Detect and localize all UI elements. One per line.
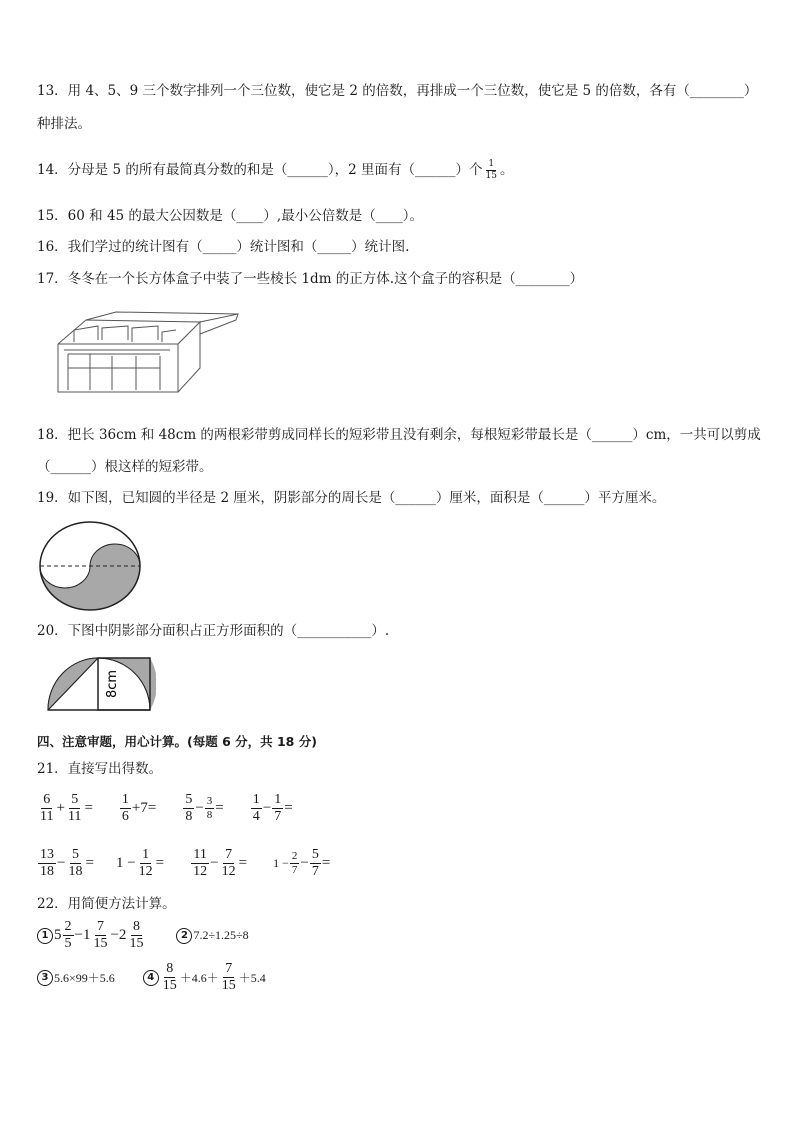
q21-expr-1-2 [119, 793, 156, 824]
q21-expr-1-1 [37, 793, 93, 824]
fraction-denominator: 7 [311, 864, 319, 879]
fraction [127, 920, 145, 951]
q22-row-1 [37, 920, 249, 951]
fraction-numerator: 1 [274, 792, 282, 807]
fraction-denominator: 18 [68, 864, 83, 879]
fraction-denominator: 4 [252, 809, 260, 824]
circled-number: 3 [37, 970, 53, 986]
expression: 5.6×99＋5.6 [54, 971, 115, 985]
fraction-denominator: 11 [40, 809, 54, 824]
operator: − [300, 855, 309, 871]
operator: −2 [110, 927, 127, 943]
equals: = [284, 800, 293, 816]
fraction-1-15 [483, 160, 498, 181]
whole-number: 5 [54, 927, 62, 943]
fraction-numerator: 1 [488, 159, 495, 169]
fraction [205, 796, 215, 821]
question-20: 20．下图中阴影部分面积占正方形面积的（___________）. [37, 623, 390, 639]
fraction-numerator: 2 [64, 919, 72, 934]
fraction-numerator: 1 [121, 792, 129, 807]
q22-problem-4 [143, 962, 266, 993]
operator: − [262, 800, 272, 816]
fraction-numerator: 3 [206, 795, 213, 807]
q21-row-2 [37, 848, 330, 879]
fraction-numerator: 8 [166, 961, 174, 976]
equals: = [85, 855, 94, 871]
q21-expr-2-3 [190, 848, 247, 879]
q21-expr-1-4 [250, 793, 293, 824]
fraction [137, 848, 155, 879]
fraction-denominator: 15 [129, 936, 144, 951]
fraction-denominator: 6 [121, 809, 129, 824]
fraction [191, 848, 209, 879]
fraction [91, 920, 109, 951]
fraction [290, 851, 300, 876]
operator-rest: +7= [131, 800, 157, 816]
question-22-title: 22．用简便方法计算。 [37, 896, 176, 912]
fraction [251, 793, 262, 824]
fraction [183, 793, 194, 824]
q21-expr-2-1 [37, 848, 94, 879]
fraction-denominator: 12 [193, 864, 208, 879]
figure-label-8cm: 8cm [105, 669, 120, 699]
fraction-numerator: 8 [132, 919, 140, 934]
question-17: 17．冬冬在一个长方体盒子中装了一些棱长 1dm 的正方体.这个盒子的容积是（________） [37, 271, 584, 287]
question-21-title: 21．直接写出得数。 [37, 761, 163, 777]
fraction-denominator: 12 [221, 864, 236, 879]
q21-expr-1-3 [182, 793, 223, 824]
equals: = [238, 855, 248, 871]
question-14-end: 。 [499, 162, 514, 178]
operator: − [210, 855, 219, 871]
question-13-line2: 种排法。 [37, 116, 91, 132]
operator: −1 [74, 927, 91, 943]
circled-number: 1 [37, 928, 53, 944]
fraction-denominator: 7 [274, 809, 282, 824]
fraction-denominator: 8 [185, 809, 193, 824]
q21-expr-2-4 [273, 848, 330, 879]
fraction-denominator: 5 [64, 936, 72, 951]
fraction-numerator: 5 [71, 847, 79, 862]
expression: ＋4.6＋ [179, 971, 219, 985]
fraction-denominator: 15 [485, 171, 497, 181]
q21-row-1 [37, 793, 293, 824]
fraction-numerator: 5 [311, 847, 319, 862]
fraction [220, 962, 238, 993]
fraction-numerator: 13 [40, 847, 54, 862]
question-18-line1: 18．把长 36cm 和 48cm 的两根彩带剪成同样长的短彩带且没有剩余，每根短彩带最长是（______）cm，一共可以剪成 [37, 427, 761, 443]
fraction-numerator: 11 [193, 847, 207, 862]
fraction-numerator: 5 [185, 792, 193, 807]
square-semicircle-figure [46, 654, 156, 712]
operator-lead: 1 − [115, 855, 136, 871]
fraction [120, 793, 131, 824]
box-with-cubes-figure [50, 306, 245, 398]
fraction-denominator: 18 [40, 864, 54, 879]
fraction-denominator: 15 [93, 936, 108, 951]
fraction-numerator: 1 [142, 847, 150, 862]
fraction [66, 793, 83, 824]
expression: ＋5.4 [238, 971, 266, 985]
question-13-line1: 13．用 4、5、9 三个数字排列一个三位数，使它是 2 的倍数，再排成一个三位数，使它是 5 的倍数，各有（________） [37, 83, 758, 99]
fraction [63, 920, 74, 951]
fraction-numerator: 2 [291, 850, 298, 862]
fraction [38, 848, 56, 879]
fraction-denominator: 8 [206, 809, 213, 821]
question-14-text: 14．分母是 5 的所有最简真分数的和是（______），2 里面有（______）个 [37, 162, 483, 178]
equals: = [321, 855, 331, 871]
fraction [161, 962, 179, 993]
fraction-numerator: 5 [71, 792, 79, 807]
fraction-numerator: 6 [43, 792, 51, 807]
circled-number: 2 [176, 928, 192, 944]
fraction-numerator: 7 [96, 919, 104, 934]
circle-shaded-figure [37, 520, 143, 612]
fraction-denominator: 15 [162, 978, 177, 993]
fraction [220, 848, 238, 879]
q22-problem-1 [37, 920, 146, 951]
question-14 [37, 160, 513, 181]
q21-expr-2-2 [116, 848, 164, 879]
section-4-heading: 四、注意审题，用心计算。(每题 6 分，共 18 分) [37, 734, 317, 749]
fraction-denominator: 15 [221, 978, 236, 993]
q22-row-2 [37, 962, 266, 993]
fraction-numerator: 1 [252, 792, 260, 807]
operator: + [56, 800, 65, 816]
circled-number: 4 [143, 970, 159, 986]
operator: − [57, 855, 66, 871]
fraction-numerator: 7 [225, 847, 233, 862]
question-16: 16．我们学过的统计图有（_____）统计图和（_____）统计图. [37, 239, 410, 255]
fraction [310, 848, 321, 879]
fraction [272, 793, 283, 824]
equals: = [84, 800, 93, 816]
q22-problem-2 [176, 928, 248, 944]
fraction-numerator: 7 [225, 961, 233, 976]
expression: 7.2÷1.25÷8 [193, 928, 249, 942]
operator: − [195, 800, 204, 816]
fraction [38, 793, 55, 824]
fraction [66, 848, 84, 879]
question-18-line2: （______）根这样的短彩带。 [37, 459, 213, 475]
q22-problem-3 [37, 969, 115, 986]
question-19: 19．如下图，已知圆的半径是 2 厘米，阴影部分的周长是（______）厘米，面积是（______）平方厘米。 [37, 490, 666, 506]
operator-lead: 1 − [273, 856, 289, 870]
equals: = [155, 855, 165, 871]
fraction-denominator: 12 [138, 864, 153, 879]
equals: = [215, 800, 224, 816]
question-15: 15．60 和 45 的最大公因数是（____）,最小公倍数是（____）。 [37, 208, 423, 224]
fraction-denominator: 7 [291, 864, 298, 876]
fraction-denominator: 11 [67, 809, 82, 824]
